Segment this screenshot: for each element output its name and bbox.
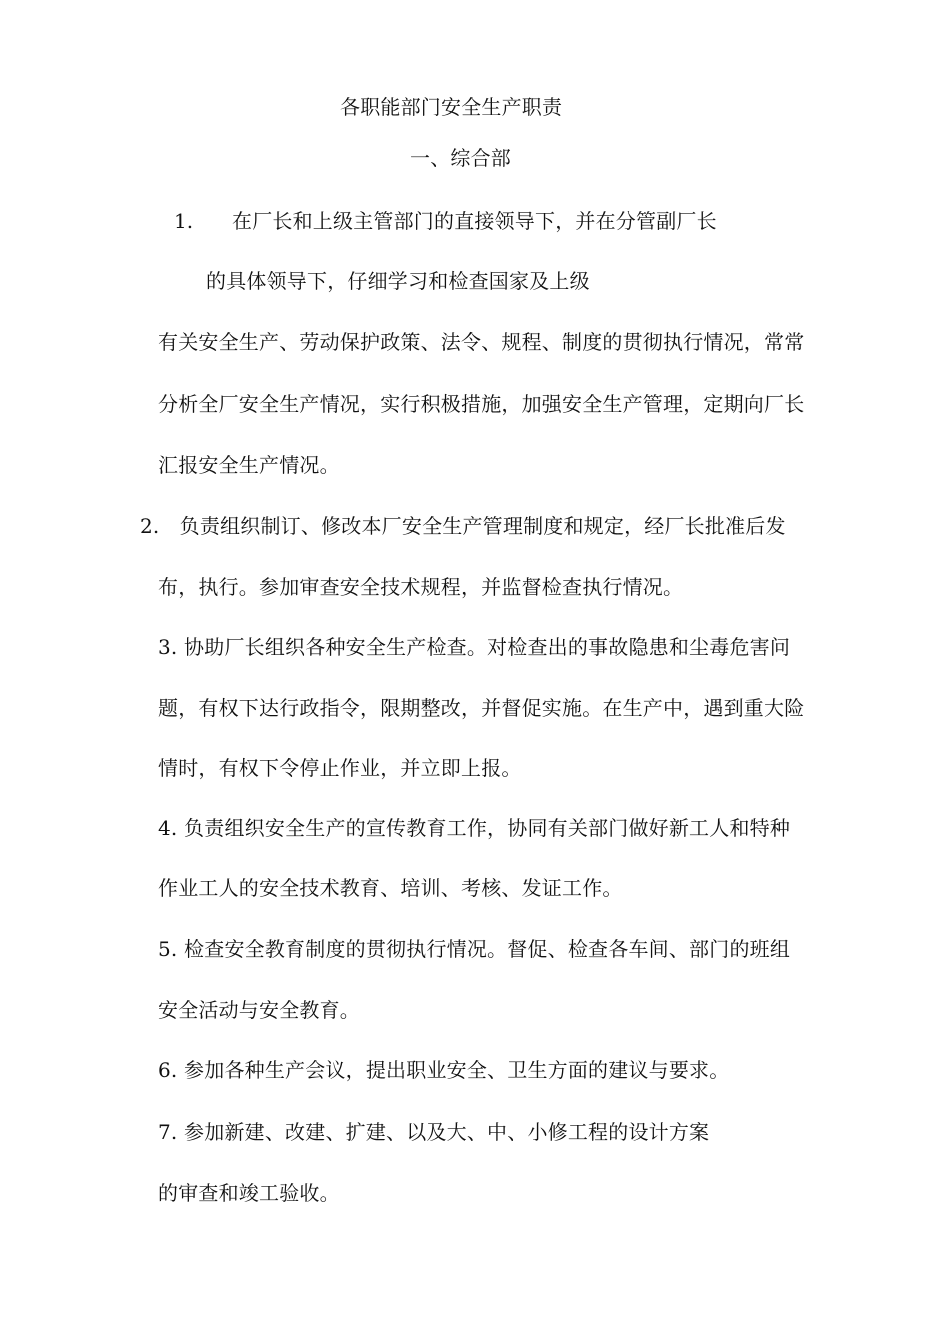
item3-line2: 题，有权下达行政指令，限期整改，并督促实施。在生产中，遇到重大险	[158, 696, 805, 720]
item5-line1: 5. 检查安全教育制度的贯彻执行情况。督促、检查各车间、部门的班组	[158, 937, 791, 961]
item2-line1: 2. 负责组织制订、修改本厂安全生产管理制度和规定，经厂长批准后发	[140, 514, 786, 538]
item5-line2: 安全活动与安全教育。	[158, 998, 360, 1022]
item3-line3: 情时，有权下令停止作业，并立即上报。	[158, 756, 522, 780]
item-number: 1.	[174, 209, 194, 233]
item2-line2: 布，执行。参加审查安全技术规程，并监督检查执行情况。	[158, 575, 684, 599]
item4-line1: 4. 负责组织安全生产的宣传教育工作，协同有关部门做好新工人和特种	[158, 816, 791, 840]
item1-line2: 的具体领导下，仔细学习和检查国家及上级	[206, 269, 590, 293]
item7-line2: 的审查和竣工验收。	[158, 1181, 340, 1205]
item7-line1: 7. 参加新建、改建、扩建、以及大、中、小修工程的设计方案	[158, 1120, 710, 1144]
item4-line2: 作业工人的安全技术教育、培训、考核、发证工作。	[158, 876, 623, 900]
item6-line1: 6. 参加各种生产会议，提出职业安全、卫生方面的建议与要求。	[158, 1058, 730, 1082]
item3-line1: 3. 协助厂长组织各种安全生产检查。对检查出的事故隐患和尘毒危害问	[158, 635, 791, 659]
item1-line3: 有关安全生产、劳动保护政策、法令、规程、制度的贯彻执行情况，常常	[158, 330, 805, 354]
item1-line1: 在厂长和上级主管部门的直接领导下，并在分管副厂长	[232, 209, 717, 233]
item1-line4: 分析全厂安全生产情况，实行积极措施，加强安全生产管理，定期向厂长	[158, 392, 805, 416]
item1-line5: 汇报安全生产情况。	[158, 453, 340, 477]
section-heading: 一、综合部	[410, 146, 511, 170]
document-title: 各职能部门安全生产职责	[340, 95, 563, 119]
